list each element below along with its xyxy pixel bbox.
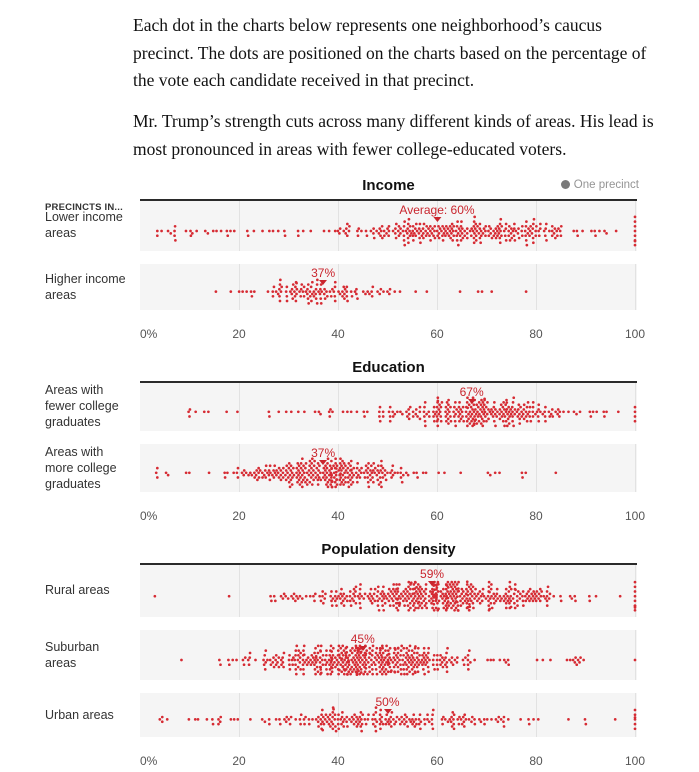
x-axis-tick-label: 20 (232, 327, 246, 342)
dot-plot-canvas (140, 565, 637, 617)
row-label-cell (0, 199, 140, 251)
average-annotation (420, 567, 444, 586)
row-label: Suburban areas (45, 640, 100, 671)
average-annotation-label: 59% (420, 567, 445, 582)
dot-strip-panel (140, 563, 637, 617)
x-axis-tick-label: 0% (140, 509, 158, 524)
chart-title: Education (352, 359, 425, 377)
row-label-cell (0, 693, 140, 737)
dot-strip-panel (140, 693, 637, 737)
legend (561, 179, 639, 191)
annotation-pointer-icon (384, 709, 392, 714)
average-annotation-label: 50% (375, 695, 400, 710)
axis-spacer (0, 750, 140, 772)
chart-section-income (0, 177, 699, 345)
dot-plot-canvas (140, 444, 637, 492)
average-annotation-label: Average: 60% (399, 203, 475, 218)
x-axis-tick-label: 80 (529, 509, 543, 524)
annotation-pointer-icon (468, 399, 476, 404)
intro-paragraph-1: Each dot in the charts below represents one neighborhood’s caucus precinct. The dots are positioned on the charts based on the percentage of the vote each candidate received in that precinct. (133, 15, 647, 91)
average-annotation (311, 446, 335, 465)
chart-row (0, 693, 699, 737)
row-label-cell (0, 444, 140, 492)
legend-label: One precinct (573, 179, 639, 192)
x-axis (0, 323, 699, 345)
axis-area (140, 509, 646, 527)
dot-strip-panel (140, 444, 637, 492)
x-axis-tick-label: 60 (430, 327, 444, 342)
annotation-pointer-icon (433, 217, 441, 222)
x-axis-tick-label: 0% (140, 327, 158, 342)
chart-section-population-density (0, 541, 699, 772)
x-axis-tick-label: 60 (430, 754, 444, 769)
x-axis-tick-label: 40 (331, 509, 345, 524)
chart-row (0, 563, 699, 617)
chart-row (0, 381, 699, 431)
x-axis-tick-label: 100 (624, 509, 646, 524)
dot-plot-canvas (140, 383, 637, 431)
annotation-pointer-icon (319, 460, 327, 465)
legend-dot-icon (561, 180, 570, 189)
x-axis-tick-label: 100 (624, 327, 646, 342)
row-label: Higher income areas (45, 272, 126, 303)
dot-strip-panel (140, 630, 637, 680)
average-annotation-label: 37% (311, 266, 336, 281)
title-wrap (140, 541, 637, 561)
x-axis-tick-label: 80 (529, 327, 543, 342)
section-header (0, 359, 699, 379)
row-label: Rural areas (45, 583, 110, 598)
row-label: Urban areas (45, 708, 114, 723)
x-axis (0, 750, 699, 772)
row-label: Areas with fewer college graduates (45, 383, 119, 430)
precincts-in-label: PRECINCTS IN... (45, 202, 123, 214)
average-annotation-label: 37% (311, 446, 336, 461)
annotation-pointer-icon (428, 581, 436, 586)
x-axis-tick-label: 20 (232, 754, 246, 769)
x-axis-tick-label: 40 (331, 754, 345, 769)
section-header (0, 541, 699, 561)
row-label: Lower income areas (45, 210, 123, 241)
axis-area (140, 754, 646, 772)
section-header (0, 177, 699, 197)
x-axis-tick-label: 80 (529, 754, 543, 769)
chart-row (0, 444, 699, 492)
row-label-cell (0, 563, 140, 617)
dot-plot-canvas (140, 630, 637, 680)
x-axis-tick-label: 40 (331, 327, 345, 342)
average-annotation (351, 632, 375, 651)
average-annotation-label: 67% (459, 385, 484, 400)
average-annotation (311, 266, 335, 285)
dot-plot-canvas (140, 264, 637, 310)
average-annotation (460, 385, 484, 404)
intro-paragraph-2: Mr. Trump’s strength cuts across many different kinds of areas. His lead is most pronounced in areas with fewer college-educated voters. (133, 110, 654, 159)
chart-row (0, 630, 699, 680)
chart-section-education (0, 359, 699, 527)
article-page (0, 12, 699, 769)
row-label-cell (0, 264, 140, 310)
row-label-cell (0, 381, 140, 431)
header-spacer (0, 359, 140, 379)
chart-row (0, 199, 699, 251)
title-wrap (140, 177, 637, 197)
row-label-cell (0, 630, 140, 680)
charts-container (0, 177, 699, 772)
title-wrap (140, 359, 637, 379)
average-annotation-label: 45% (350, 632, 375, 647)
dot-strip-panel (140, 199, 637, 251)
chart-row (0, 264, 699, 310)
dot-plot-canvas (140, 201, 637, 251)
row-label: Areas with more college graduates (45, 445, 117, 492)
annotation-pointer-icon (359, 646, 367, 651)
x-axis-tick-label: 60 (430, 509, 444, 524)
dot-strip-panel (140, 264, 637, 310)
annotation-pointer-icon (319, 280, 327, 285)
x-axis-tick-label: 20 (232, 509, 246, 524)
axis-spacer (0, 505, 140, 527)
header-spacer (0, 177, 140, 197)
dot-strip-panel (140, 381, 637, 431)
average-annotation (399, 203, 474, 222)
intro-text (133, 12, 661, 163)
axis-area (140, 327, 646, 345)
average-annotation (375, 695, 399, 714)
chart-title: Population density (321, 541, 456, 559)
header-spacer (0, 541, 140, 561)
chart-title: Income (362, 177, 415, 195)
axis-spacer (0, 323, 140, 345)
x-axis-tick-label: 0% (140, 754, 158, 769)
x-axis (0, 505, 699, 527)
x-axis-tick-label: 100 (624, 754, 646, 769)
